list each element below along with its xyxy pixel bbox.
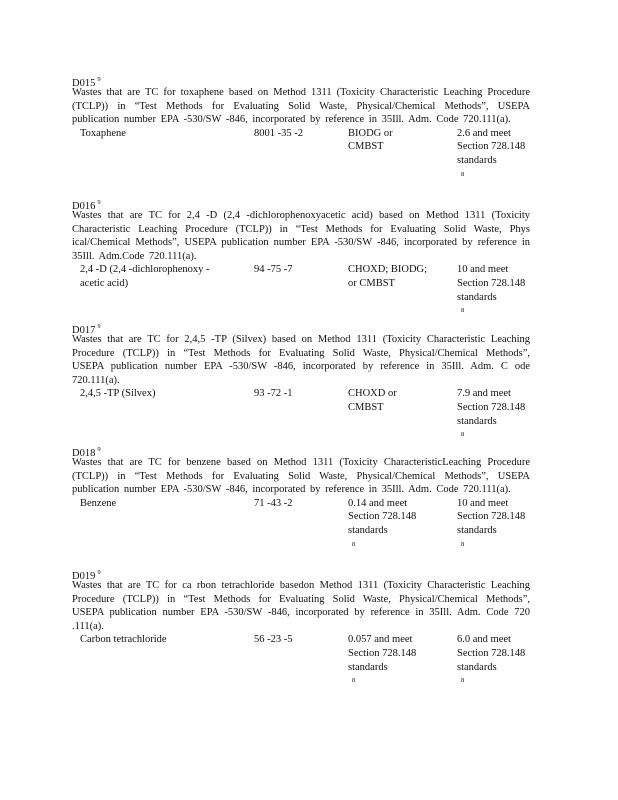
constituent-row bbox=[72, 633, 530, 685]
waste-entry-d019 bbox=[72, 566, 530, 685]
nonwastewater-standard: 7.9 and meet Section 728.148 standards $^8$ bbox=[457, 388, 526, 439]
waste-code: D017 $^9$ bbox=[72, 323, 101, 336]
waste-entry-d018 bbox=[72, 443, 530, 548]
nonwastewater-standard: 10 and meet Section 728.148 standards $^8$ bbox=[457, 497, 526, 548]
constituent-name: Carbon tetrachloride bbox=[80, 634, 167, 646]
wastewater-standard: CHOXD; BIODG; or CMBST bbox=[348, 264, 428, 289]
footnote-marker: 8 bbox=[352, 540, 356, 548]
waste-code: D018 $^9$ bbox=[72, 446, 101, 459]
constituent-row bbox=[72, 127, 530, 178]
waste-code: D019 $^9$ bbox=[72, 569, 101, 582]
waste-code: D015 $^9$ bbox=[72, 76, 101, 89]
nonwastewater-standard: 10 and meet Section 728.148 standards $^8$ bbox=[457, 264, 526, 315]
footnote-marker: 8 bbox=[461, 431, 465, 439]
waste-description: Wastes that are TC for toxaphene based on Method 1311 (Toxicity Characteristic Leaching Procedure (TCLP)) in “Test Methods for Evaluating Solid Waste, Physical/Chemical Methods”, USEPA publication number EPA -530/SW -846, incorporated by reference in 35Ill. Adm. Code 720.111(a). bbox=[72, 87, 530, 126]
wastewater-standard: CHOXD or CMBST bbox=[348, 388, 397, 413]
footnote-marker: 9 bbox=[97, 76, 101, 83]
waste-description: Wastes that are TC for 2,4 -D (2,4 -dichlorophenoxyacetic acid) based on Method 1311 (Toxicity Characteristic Leaching Procedure (TCLP)) in “Test Methods for Evaluating Solid Waste, Phys ical/Chemical Methods”, USEPA publication number EPA -530/SW -846, incorporated by reference in 35Ill. Adm.Code 720.111(a). bbox=[72, 210, 530, 262]
wastewater-standard: 0.057 and meet Section 728.148 standards $^8$ bbox=[348, 634, 417, 685]
footnote-marker: 8 bbox=[461, 307, 465, 315]
footnote-marker: 9 bbox=[97, 199, 101, 206]
footnote-marker: 9 bbox=[97, 323, 101, 330]
waste-description: Wastes that are TC for benzene based on Method 1311 (Toxicity CharacteristicLeaching Procedure (TCLP)) in “Test Methods for Evaluating Solid Waste, Physical/Chemical Methods”, USEPA publication number EPA -530/SW -846, incorporated by reference in 35Ill. Adm. Code 720.111(a). bbox=[72, 457, 530, 496]
cas-number: 93 -72 -1 bbox=[254, 388, 293, 400]
footnote-marker: 9 bbox=[97, 446, 101, 453]
nonwastewater-standard: 6.0 and meet Section 728.148 standards $^8$ bbox=[457, 634, 526, 685]
constituent-name: Toxaphene bbox=[80, 127, 126, 139]
constituent-name: 2,4 -D (2,4 -dichlorophenoxy - acetic acid) bbox=[80, 264, 210, 289]
constituent-row bbox=[72, 497, 530, 548]
footnote-marker: 8 bbox=[352, 677, 356, 685]
wastewater-standard: BIODG or CMBST bbox=[348, 127, 393, 153]
footnote-marker: 8 bbox=[461, 540, 465, 548]
waste-description: Wastes that are TC for 2,4,5 -TP (Silvex) based on Method 1311 (Toxicity Characteristic Leaching Procedure (TCLP)) in “Test Methods for Evaluating Solid Waste, Physical/Chemical Methods”, USEPA publication number EPA -530/SW -846, incorporated by reference in 35Ill. Adm. C ode 720.111(a). bbox=[72, 334, 530, 386]
waste-entry-d016 bbox=[72, 196, 530, 315]
wastewater-standard: 0.14 and meet Section 728.148 standards $^8$ bbox=[348, 497, 417, 548]
cas-number: 8001 -35 -2 bbox=[254, 127, 303, 139]
constituent-row bbox=[72, 387, 530, 439]
waste-description: Wastes that are TC for ca rbon tetrachloride basedon Method 1311 (Toxicity Characteristic Leaching Procedure (TCLP)) in “Test Methods for Evaluating Solid Waste, Physical/Chemical Methods”, USEPA publication number EPA -530/SW -846, incorporated by reference in 35Ill. Adm. Code 720 .111(a). bbox=[72, 580, 530, 632]
constituent-name: 2,4,5 -TP (Silvex) bbox=[80, 388, 156, 400]
nonwastewater-standard: 2.6 and meet Section 728.148 standards $^8$ bbox=[457, 127, 526, 178]
cas-number: 71 -43 -2 bbox=[254, 497, 293, 509]
cas-number: 94 -75 -7 bbox=[254, 264, 293, 276]
cas-number: 56 -23 -5 bbox=[254, 634, 293, 646]
waste-entry-d017 bbox=[72, 320, 530, 439]
constituent-name: Benzene bbox=[80, 497, 117, 509]
footnote-marker: 9 bbox=[97, 569, 101, 576]
waste-code: D016 $^9$ bbox=[72, 199, 101, 212]
footnote-marker: 8 bbox=[461, 677, 465, 685]
footnote-marker: 8 bbox=[461, 170, 465, 178]
constituent-row bbox=[72, 263, 530, 315]
waste-entry-d015 bbox=[72, 73, 530, 178]
